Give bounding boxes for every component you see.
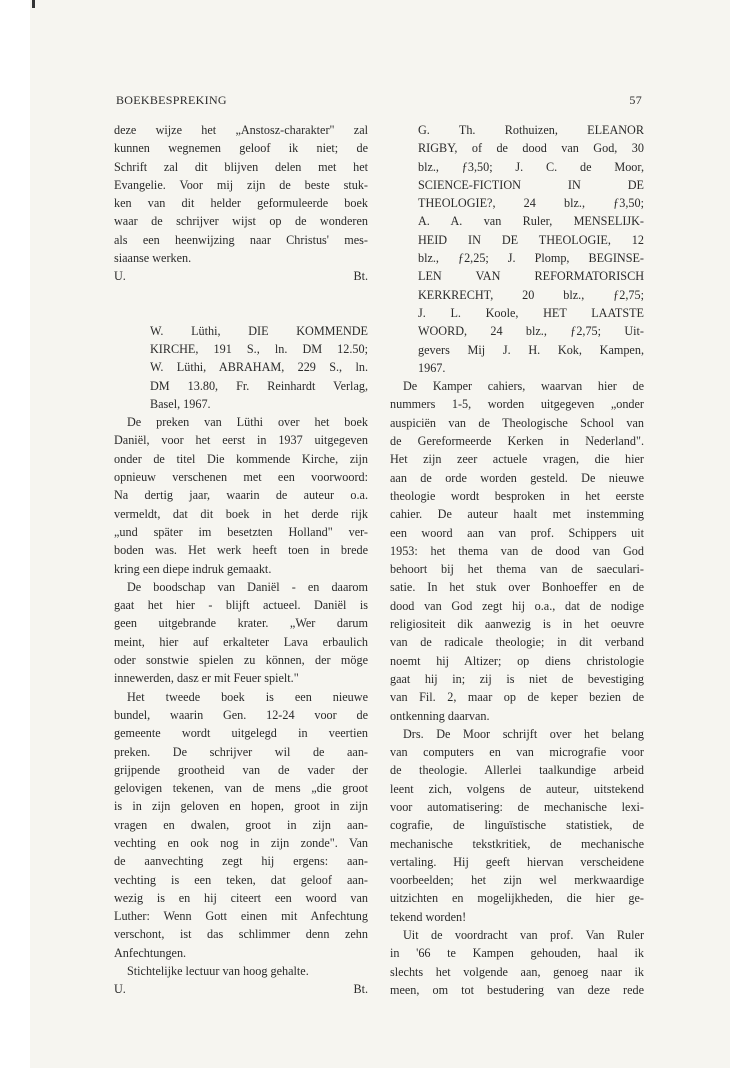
text-line: Evangelie. Voor mij zijn de beste stuk- bbox=[114, 177, 368, 192]
scan-corner-mark bbox=[32, 0, 35, 8]
text-line: in '66 te Kampen gehouden, haal ik bbox=[390, 946, 644, 961]
text-line: mechanische tekstkritiek, de mechanische bbox=[390, 836, 644, 851]
text-line: 1953: het thema van de dood van God bbox=[390, 543, 644, 558]
bib-line: LEN VAN REFORMATORISCH bbox=[418, 269, 644, 284]
review-paragraph bbox=[114, 688, 368, 962]
text-line: geen uitgebrande krater. „Wer darum bbox=[114, 616, 368, 631]
text-line: innewerden, dasz er mit Feuer spielt." bbox=[114, 671, 299, 686]
bib-line: blz., ƒ3,50; J. C. de Moor, bbox=[418, 159, 644, 174]
text-line: deze wijze het „Anstosz-charakter" zal bbox=[114, 123, 368, 137]
text-line: vermeldt, dat dit boek in het derde rijk bbox=[114, 506, 368, 521]
text-line: onder de titel Die kommende Kirche, zijn bbox=[114, 451, 368, 466]
text-line: grijpende grootheid van de vader der bbox=[114, 762, 368, 777]
text-line: kunnen wegnemen geloof ik niet; de bbox=[114, 141, 368, 156]
bib-line: W. Lüthi, ABRAHAM, 229 S., ln. bbox=[150, 360, 368, 375]
text-line: een woord aan van prof. Schippers uit bbox=[390, 525, 644, 540]
review-paragraph bbox=[114, 578, 368, 688]
text-line: bundel, waarin Gen. 12-24 voor de bbox=[114, 707, 368, 722]
text-line: tekend worden! bbox=[390, 909, 467, 924]
signature-left: U. bbox=[114, 269, 126, 284]
text-line: meint, hier auf erkalteter Lava erbaulich bbox=[114, 634, 368, 649]
reviewer-signature bbox=[114, 267, 368, 285]
bib-line: HEID IN DE THEOLOGIE, 12 bbox=[418, 232, 644, 247]
page-number: 57 bbox=[629, 93, 642, 107]
text-line: siaanse werken. bbox=[114, 251, 192, 266]
text-line: noemt hij Altizer; op diens christologie bbox=[390, 653, 644, 668]
text-line: nummers 1-5, worden uitgegeven „onder bbox=[390, 397, 644, 412]
text-line: meen, om tot bestudering van deze rede bbox=[390, 982, 644, 997]
bib-line: J. L. Koole, HET LAATSTE bbox=[418, 305, 644, 320]
text-line: slechts het volgende aan, genoeg naar ik bbox=[390, 964, 644, 979]
review-paragraph bbox=[390, 377, 644, 725]
text-line: Schrift zal dit blijven delen met het bbox=[114, 159, 368, 174]
text-line: theologie wordt besproken in het eerste bbox=[390, 488, 644, 503]
text-line: gaat hij in; zij is niet de bevestiging bbox=[390, 671, 644, 686]
text-line: gaat het hier - blijft actueel. Daniël is bbox=[114, 598, 368, 613]
bib-line bbox=[418, 139, 644, 157]
text-line: behoort bij het thema van de saeculari- bbox=[390, 562, 644, 577]
running-header bbox=[116, 93, 642, 109]
bib-line: W. Lüthi, DIE KOMMENDE bbox=[150, 323, 368, 338]
text-line: Na dertig jaar, waarin de auteur o.a. bbox=[114, 488, 368, 503]
text-line: boden was. Het werk heeft toen in brede bbox=[114, 543, 368, 558]
review-paragraph bbox=[114, 413, 368, 578]
text-line: cografie, de linguïstische statistiek, de bbox=[390, 818, 644, 833]
text-line: vertaling. Hij geeft hiervan verscheidene bbox=[390, 854, 644, 869]
text-line: voorbeelden; het zijn wel merkwaardige bbox=[390, 873, 644, 888]
bib-span: RIGBY, of de dood van God, 30 bbox=[418, 141, 644, 156]
reviewer-signature bbox=[114, 980, 368, 998]
text-line: van computers en van micrografie voor bbox=[390, 745, 644, 760]
bib-line: KIRCHE, 191 S., ln. DM 12.50; bbox=[150, 341, 368, 356]
text-line: ontkenning daarvan. bbox=[390, 708, 490, 723]
text-line: vechting en ook nog in zijn zonde". Van bbox=[114, 835, 368, 850]
text-line: Daniël, voor het eerst in 1937 uitgegeven bbox=[114, 433, 368, 448]
signature-right: Bt. bbox=[353, 269, 368, 284]
review-paragraph bbox=[390, 926, 644, 999]
bib-line: KERKRECHT, 20 blz., ƒ2,75; bbox=[418, 287, 644, 302]
text-line: de Gereformeerde Kerken in Nederland". bbox=[390, 434, 644, 449]
bib-line: A. A. van Ruler, MENSELIJK- bbox=[418, 214, 644, 229]
text-line: preken. De schrijver wil de aan- bbox=[114, 744, 368, 759]
text-line: satie. In het stuk over Bonhoeffer en de bbox=[390, 580, 644, 595]
text-line: cahier. De auteur haalt met instemming bbox=[390, 507, 644, 522]
bib-line: THEOLOGIE?, 24 blz., ƒ3,50; bbox=[418, 196, 644, 211]
text-line: wezig is en hij citeert een woord van bbox=[114, 890, 368, 905]
signature-right: Bt. bbox=[353, 982, 368, 997]
text-line: van Fil. 2, maar op de keper bezien de bbox=[390, 690, 644, 705]
left-column bbox=[114, 121, 368, 999]
bibliographic-entry bbox=[114, 322, 368, 413]
text-line: als een heenwijzing naar Christus' mes- bbox=[114, 232, 368, 247]
text-line: van de radicale theologie; in dit verband bbox=[390, 635, 644, 650]
right-column bbox=[390, 121, 644, 999]
intro-paragraph bbox=[114, 121, 368, 267]
text-line: Uit de voordracht van prof. Van Ruler bbox=[403, 928, 644, 943]
text-line: ken van dit helder geformuleerde boek bbox=[114, 196, 368, 211]
text-line: Het tweede boek is een nieuwe bbox=[127, 689, 368, 704]
text-line: gelovigen tekenen, van de mens „die groot bbox=[114, 781, 368, 796]
bib-line: gevers Mij J. H. Kok, Kampen, bbox=[418, 342, 644, 357]
review-paragraph bbox=[390, 725, 644, 926]
text-line: De boodschap van Daniël - en daarom bbox=[127, 579, 368, 594]
text-line: kring een diepe indruk gemaakt. bbox=[114, 561, 272, 576]
text-line: Drs. De Moor schrijft over het belang bbox=[403, 726, 644, 741]
text-line: uitzichten en mogelijkheden, die hier ge- bbox=[390, 891, 644, 906]
text-line: de aanvechting zegt hij ergens: aan- bbox=[114, 854, 368, 869]
bib-line: Basel, 1967. bbox=[150, 396, 211, 411]
text-line: Het zijn zeer actuele vragen, die hier bbox=[390, 452, 644, 467]
text-line: leent zich, volgens de auteur, uitstekend bbox=[390, 781, 644, 796]
text-line: waar de schrijver wijst op de wonderen bbox=[114, 214, 368, 229]
text-line: oder sonstwie spielen zu können, der möge bbox=[114, 653, 368, 668]
text-line: dood van God zegt hij o.a., dat de nodige bbox=[390, 598, 644, 613]
text-line: Luther: Wenn Gott einen mit Anfechtung bbox=[114, 909, 368, 924]
section-title: BOEKBESPREKING bbox=[116, 93, 227, 107]
bib-line: blz., ƒ2,25; J. Plomp, BEGINSE- bbox=[418, 251, 644, 266]
text-line: is in zijn geloven en hopen, groot in zijn bbox=[114, 799, 368, 814]
text-line: religiositeit dik aanwezig is in het oeuvre bbox=[390, 617, 644, 632]
text-line: de theologie. Allerlei taalkundige arbeid bbox=[390, 763, 644, 778]
signature-left: U. bbox=[114, 982, 126, 997]
bib-line: WOORD, 24 blz., ƒ2,75; Uit- bbox=[418, 324, 644, 339]
text-line: auspiciën van de Theologische School van bbox=[390, 415, 644, 430]
text-line: De preken van Lüthi over het boek bbox=[127, 415, 368, 430]
bib-line: G. Th. Rothuizen, ELEANOR bbox=[418, 123, 644, 137]
text-line: opnieuw verschenen met een voorwoord: bbox=[114, 470, 368, 485]
text-line: gemeente wordt uitgelegd in veertien bbox=[114, 726, 368, 741]
bib-line: SCIENCE-FICTION IN DE bbox=[418, 177, 644, 192]
bib-line: 1967. bbox=[418, 360, 446, 375]
text-line: vechting is een teken, dat geloof aan- bbox=[114, 872, 368, 887]
text-line: voor automatisering: de mechanische lexi- bbox=[390, 799, 644, 814]
text-line: Anfechtungen. bbox=[114, 945, 187, 960]
text-line: vragen en dwalen, groot in zijn aan- bbox=[114, 817, 368, 832]
bibliographic-entry bbox=[390, 121, 644, 377]
text-line: verschont, ist das schlimmer denn zehn bbox=[114, 927, 368, 942]
text-line: De Kamper cahiers, waarvan hier de bbox=[403, 379, 644, 394]
text-line: aan de orde worden gesteld. De nieuwe bbox=[390, 470, 644, 485]
closing-line: Stichtelijke lectuur van hoog gehalte. bbox=[127, 964, 309, 979]
text-line: „und später im besetzten Holland" ver- bbox=[114, 524, 368, 539]
book-page bbox=[30, 0, 730, 1068]
bib-line: DM 13.80, Fr. Reinhardt Verlag, bbox=[150, 378, 368, 393]
